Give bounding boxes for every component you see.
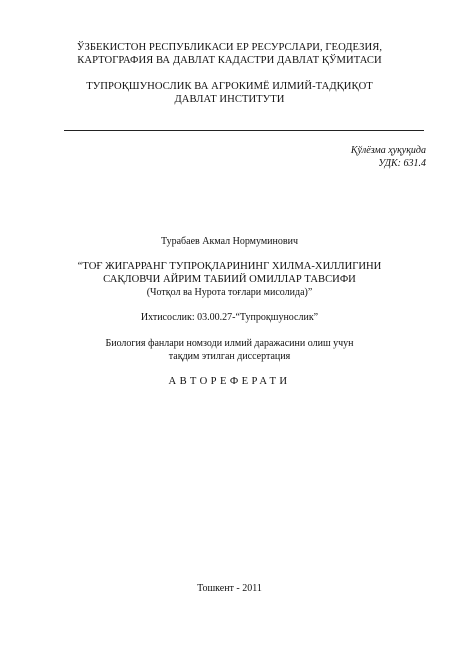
header-divider [64,130,424,131]
org-line-2: КАРТОГРАФИЯ ВА ДАВЛАТ КАДАСТРИ ДАВЛАТ ҚЎМИТАСИ [77,55,382,66]
specialty: Ихтисослик: 03.00.27-“Тупроқшунослик” [140,312,319,323]
degree-line-2: тақдим этилган диссертация [168,351,291,362]
degree-line-1: Биология фанлари номзоди илмий даражасини олиш учун [105,338,354,349]
document-type: АВТОРЕФЕРАТИ [168,376,291,387]
place-and-year: Тошкент - 2011 [197,583,262,594]
thesis-title-line-1: “ТОҒ ЖИГАРРАНГ ТУПРОҚЛАРИНИНГ ХИЛМА-ХИЛЛИГИНИ [77,261,382,272]
thesis-title-line-2: САҚЛОВЧИ АЙРИМ ТАБИИЙ ОМИЛЛАР ТАВСИФИ [103,274,356,285]
udk-code: УДК: 631.4 [378,158,426,169]
thesis-subtitle: (Чотқол ва Нурота тоғлари мисолида)” [146,287,313,298]
institute-line-1: ТУПРОҚШУНОСЛИК ВА АГРОКИМЁ ИЛМИЙ-ТАДҚИҚОТ [86,81,373,92]
author-name: Турабаев Акмал Нормуминович [161,236,298,247]
institute-line-2: ДАВЛАТ ИНСТИТУТИ [174,94,285,105]
manuscript-rights-note: Қўлёзма ҳуқуқида [350,145,426,156]
org-line-1: ЎЗБЕКИСТОН РЕСПУБЛИКАСИ ЕР РЕСУРСЛАРИ, ГЕОДЕЗИЯ, [76,42,383,53]
